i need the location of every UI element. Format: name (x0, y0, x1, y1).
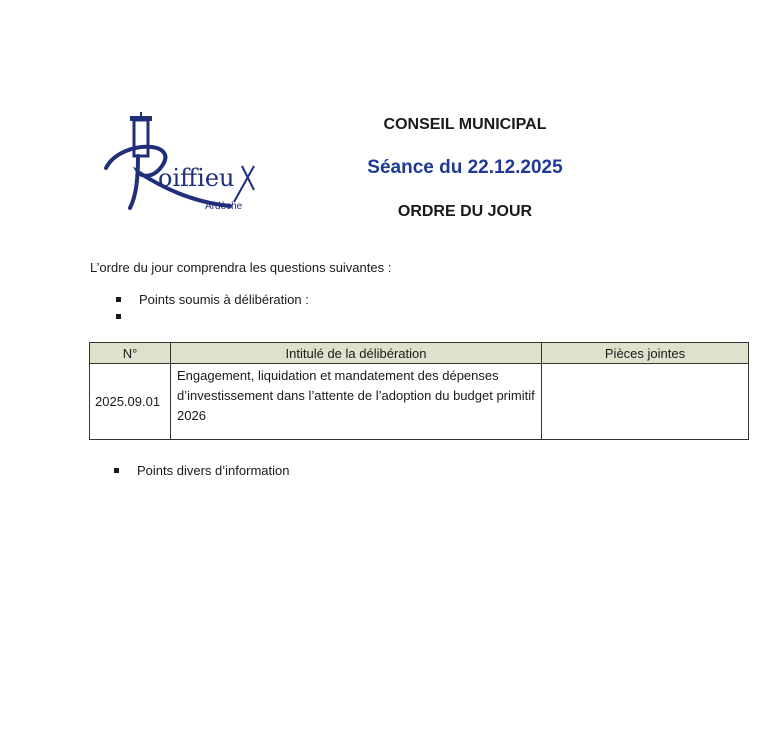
header-title: Intitulé de la délibération (171, 343, 542, 364)
bullet-icon (114, 468, 119, 473)
council-title: CONSEIL MUNICIPAL (383, 116, 547, 133)
bullet-deliberations-label: Points soumis à délibération : (139, 292, 309, 307)
table-header-row (90, 343, 749, 364)
header-attachments: Pièces jointes (542, 343, 749, 364)
cell-attachments (542, 364, 749, 440)
deliberations-table (89, 342, 749, 440)
logo-tower-top (130, 116, 152, 121)
bullet-deliberations (116, 292, 309, 307)
bullet-empty (116, 314, 139, 319)
bullet-icon (116, 314, 121, 319)
cell-number: 2025.09.01 (90, 364, 171, 440)
bullet-info (114, 463, 289, 478)
logo-tower (134, 120, 148, 156)
intro-text: L’ordre du jour comprendra les questions suivantes : (90, 260, 392, 275)
bullet-icon (116, 297, 121, 302)
cell-title: Engagement, liquidation et mandatement des dépenses d’investissement dans l’attente de l’adoption du budget primitif 2026 (171, 364, 542, 440)
header-number: N° (90, 343, 171, 364)
bullet-info-label: Points divers d’information (137, 463, 290, 478)
table-row (90, 364, 749, 440)
session-date: Séance du 22.12.2025 (367, 157, 563, 178)
agenda-title: ORDRE DU JOUR (397, 203, 533, 220)
logo-subtitle: Ardèche (205, 201, 243, 212)
logo-wordmark: oiffieu (158, 164, 235, 192)
logo-x (234, 166, 254, 202)
